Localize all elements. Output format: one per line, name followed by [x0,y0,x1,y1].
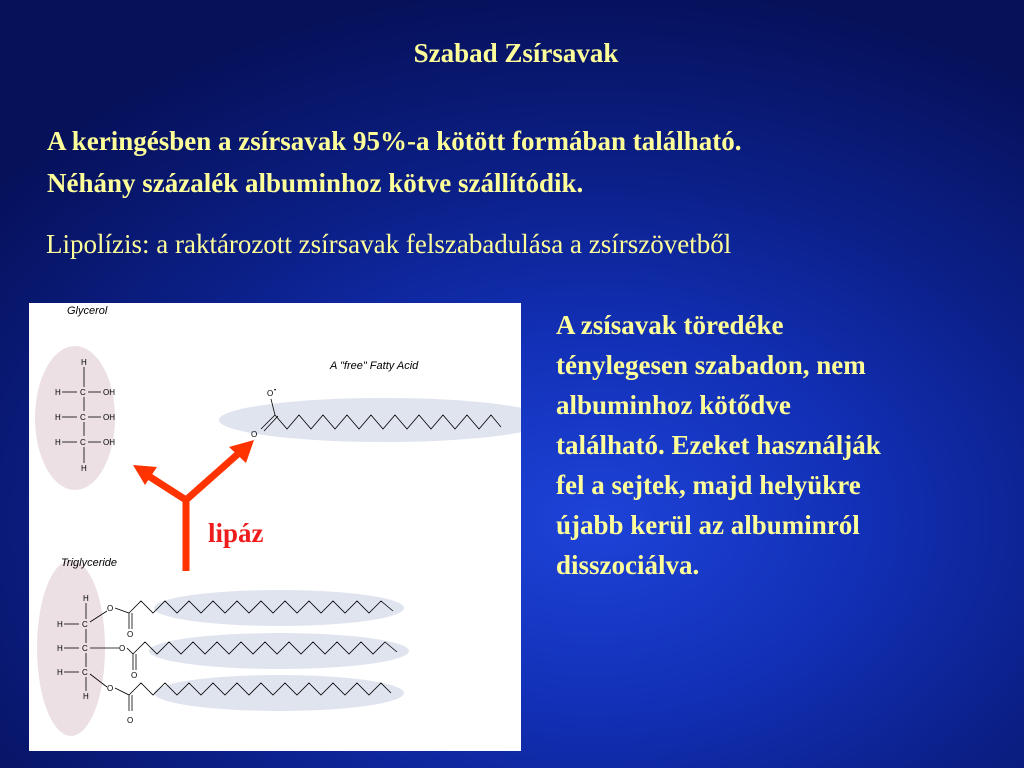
explanation-line-5: fel a sejtek, majd helyükre [556,470,861,500]
intro-line-1: A keringésben a zsírsavak 95%-a kötött formában található. [47,126,742,156]
svg-text:C: C [82,668,88,677]
svg-text:•: • [274,388,277,394]
svg-text:H: H [83,594,89,603]
explanation-line-7: disszociálva. [556,550,700,580]
lipolysis-definition: Lipolízis: a raktározott zsírsavak felszabadulása a zsírszövetből [46,229,732,259]
svg-text:H: H [55,413,61,422]
lipolysis-diagram [29,303,521,751]
triglyceride-chain-highlight-1 [154,590,404,626]
svg-text:H: H [83,692,89,701]
svg-text:O: O [107,604,114,613]
svg-text:OH: OH [103,413,115,422]
svg-text:H: H [57,644,63,653]
svg-text:C: C [82,644,88,653]
explanation-line-6: újabb kerül az albuminról [556,510,860,540]
intro-paragraph [47,120,997,204]
svg-text:H: H [55,438,61,447]
explanation-line-4: található. Ezeket használják [556,430,881,460]
svg-text:O: O [267,389,274,398]
lipase-arrows [147,453,239,571]
svg-text:H: H [57,620,63,629]
svg-text:H: H [57,668,63,677]
arrow-left-shaft [147,475,186,500]
svg-text:O: O [251,430,258,439]
svg-text:O: O [127,716,134,725]
glycerol-label: Glycerol [67,305,108,317]
free-fatty-acid-highlight [219,398,521,442]
svg-text:O: O [107,684,114,693]
svg-text:OH: OH [103,388,115,397]
explanation-line-3: albuminhoz kötődve [556,390,791,420]
triglyceride-label: Triglyceride [61,557,118,569]
svg-text:H: H [55,388,61,397]
svg-text:H: H [81,464,87,473]
svg-text:C: C [80,438,86,447]
free-fatty-acid-label: A "free" Fatty Acid [330,360,419,372]
svg-text:O: O [131,671,138,680]
svg-text:C: C [80,413,86,422]
svg-text:C: C [80,388,86,397]
explanation-line-1: A zsísavak töredéke [556,310,784,340]
explanation-line-2: ténylegesen szabadon, nem [556,350,866,380]
free-fatty-acid-explanation [556,305,986,585]
svg-text:O: O [119,644,126,653]
slide-title: Szabad Zsírsavak [413,38,619,68]
svg-text:C: C [82,620,88,629]
svg-text:O: O [127,630,134,639]
arrow-right-shaft [186,453,239,500]
lipase-label: lipáz [208,518,264,548]
svg-text:OH: OH [103,438,115,447]
lipolysis-figure [29,303,521,751]
svg-text:H: H [81,358,87,367]
intro-line-2: Néhány százalék albuminhoz kötve szállítódik. [47,168,584,198]
